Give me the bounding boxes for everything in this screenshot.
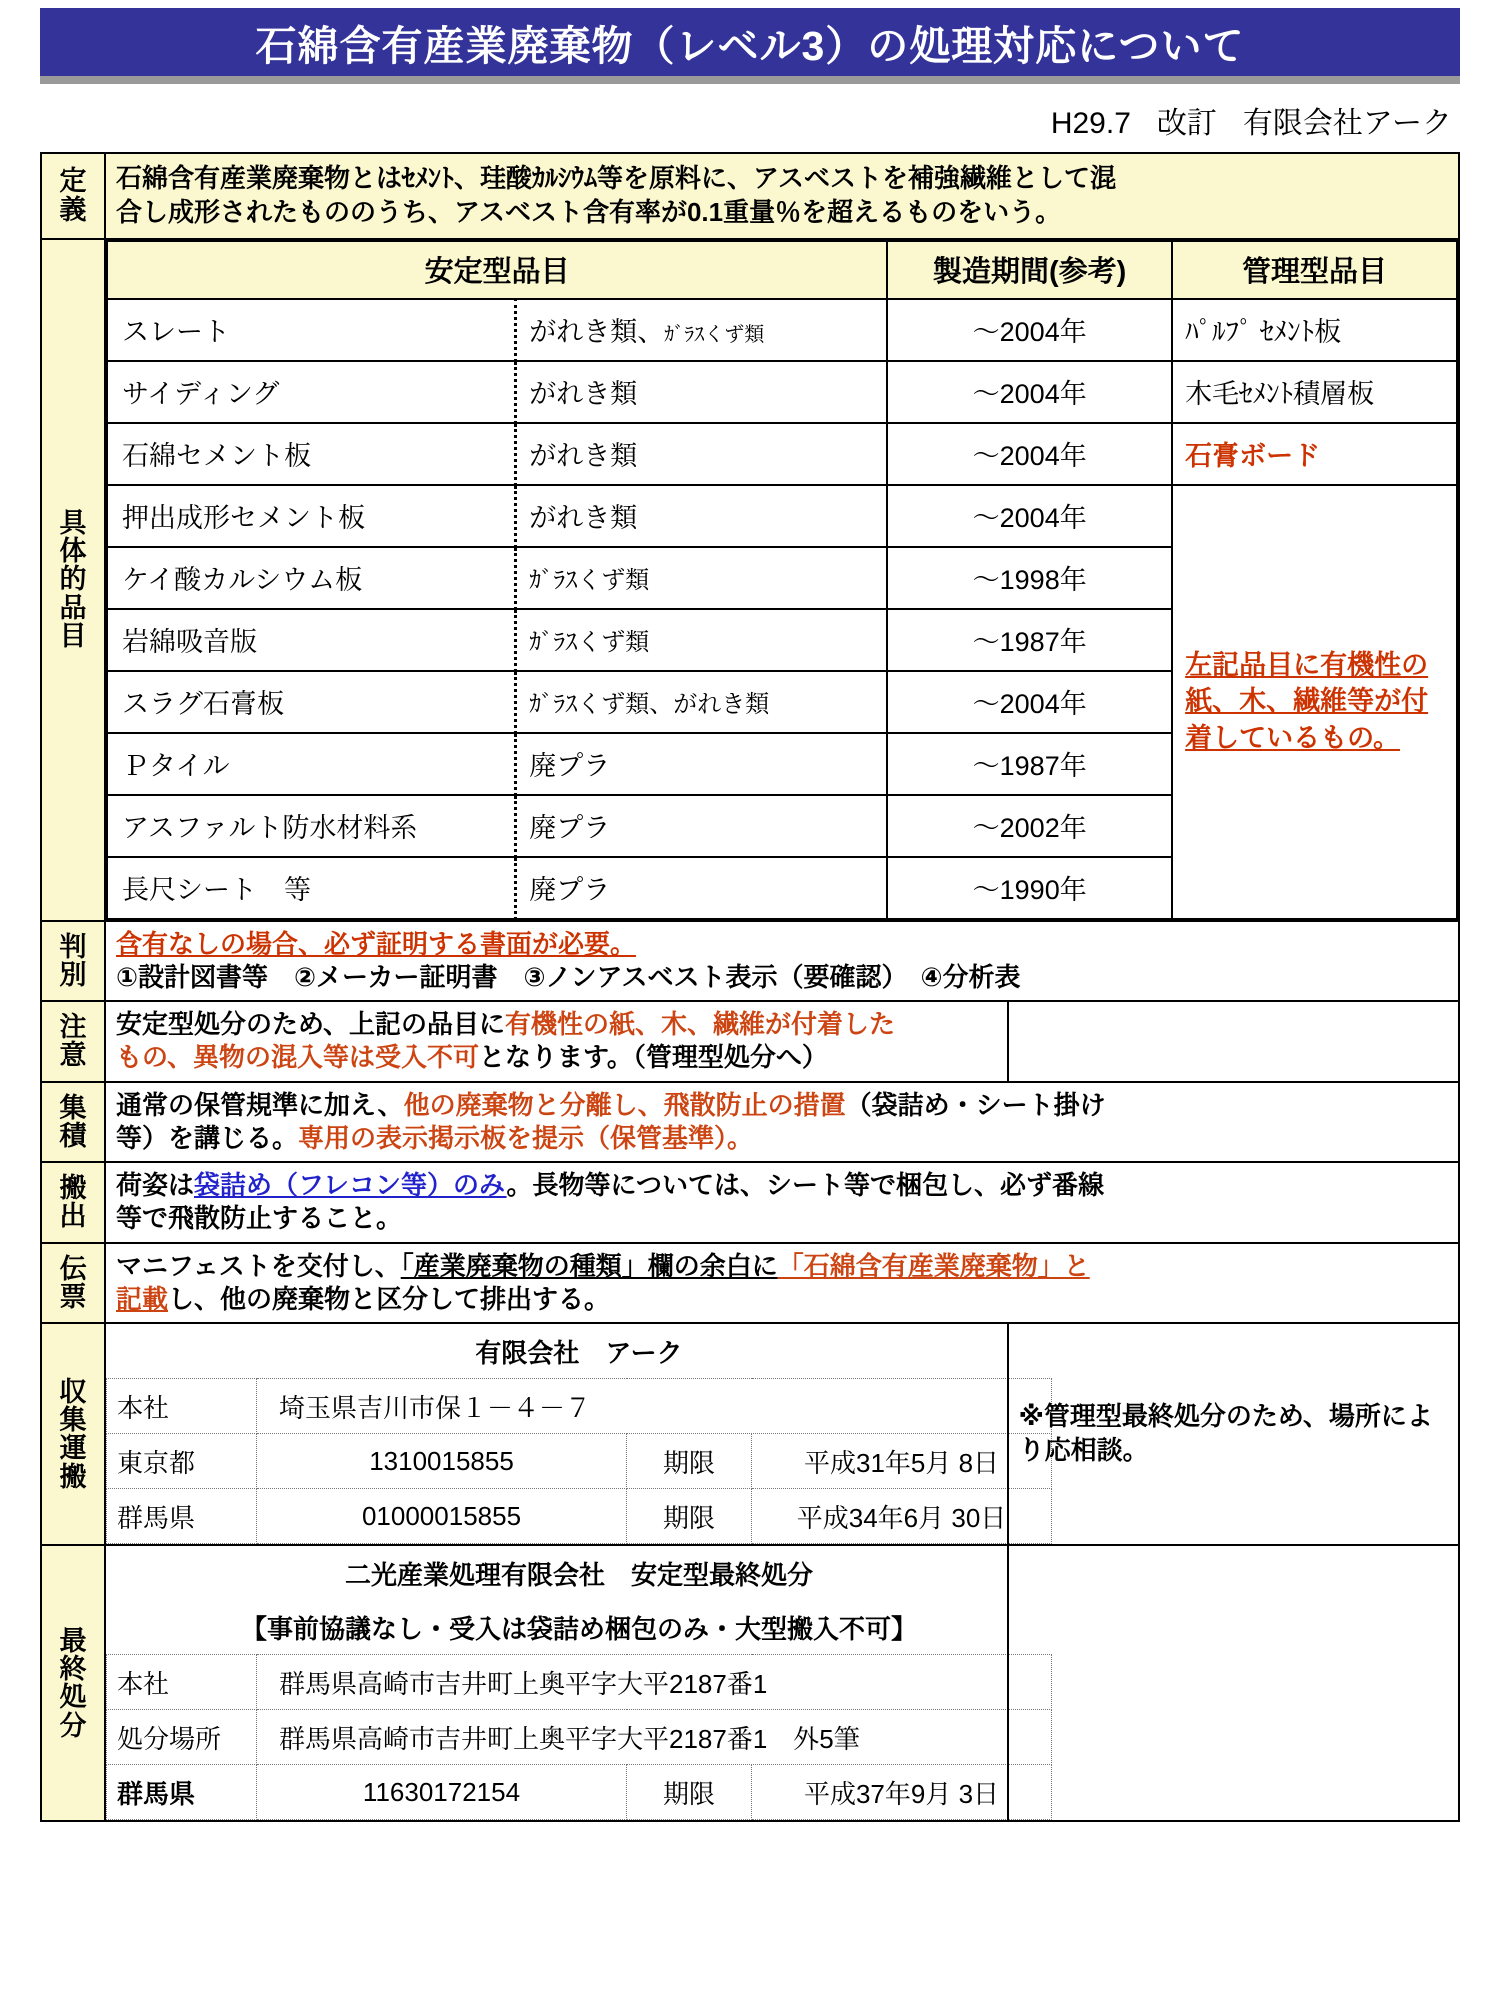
managed-item-2: 石膏ボード bbox=[1172, 423, 1457, 485]
label-char: 運 bbox=[59, 1433, 87, 1464]
table-row bbox=[107, 1546, 1052, 1600]
table-row bbox=[107, 361, 1457, 423]
judgement-line-2: ①設計図書等 ②メーカー証明書 ③ノンアスベスト表示（要確認） ④分析表 bbox=[116, 961, 1021, 992]
stockpile-seg: （袋詰め・シート掛け bbox=[845, 1089, 1106, 1120]
item-kind bbox=[516, 671, 888, 733]
row-judgement bbox=[41, 921, 1459, 1002]
transport-row-label: 群馬県 bbox=[107, 1489, 257, 1544]
label-char: 分 bbox=[59, 1710, 87, 1741]
item-name: 岩綿吸音版 bbox=[107, 609, 516, 671]
label-char: 搬 bbox=[59, 1461, 87, 1492]
disposal-permit-number: 11630172154 bbox=[257, 1765, 627, 1820]
item-period: ～2004年 bbox=[887, 361, 1172, 423]
caution-seg-highlight: もの、異物の混入等は受入不可 bbox=[116, 1042, 479, 1073]
shipout-seg: 。長物等については、シート等で梱包し、必ず番線 bbox=[506, 1170, 1105, 1201]
managed-item-1: 木毛ｾﾒﾝﾄ積層板 bbox=[1172, 361, 1457, 423]
shipout-line-2: 等で飛散防止すること。 bbox=[116, 1203, 403, 1234]
label-definition bbox=[41, 153, 105, 239]
label-char: 出 bbox=[59, 1201, 87, 1232]
disposal-row-value: 群馬県高崎市吉井町上奥平字大平2187番1 外5筆 bbox=[257, 1710, 1052, 1765]
label-char: 票 bbox=[59, 1281, 87, 1312]
label-char: 体 bbox=[59, 536, 87, 567]
item-kind-main: 廃プラ bbox=[529, 813, 611, 844]
page-title: 石綿含有産業廃棄物（レベル3）の処理対応について bbox=[255, 22, 1245, 69]
caution-line-1 bbox=[116, 1008, 997, 1041]
item-name: アスファルト防水材料系 bbox=[107, 795, 516, 857]
transport-row-value: 埼玉県吉川市保１－４－７ bbox=[257, 1379, 1052, 1434]
label-char: 搬 bbox=[59, 1173, 87, 1204]
caution-empty-cell bbox=[1008, 1001, 1459, 1082]
shipout-line-1 bbox=[116, 1169, 1448, 1202]
table-row bbox=[107, 1379, 1052, 1434]
item-name: スレート bbox=[107, 299, 516, 361]
disposal-expiry-date: 平成37年9月 3日 bbox=[752, 1765, 1052, 1820]
item-name: 長尺シート 等 bbox=[107, 857, 516, 919]
stockpile-text bbox=[105, 1082, 1459, 1163]
row-transport bbox=[41, 1323, 1459, 1545]
row-items bbox=[41, 239, 1459, 921]
manifest-line-1 bbox=[116, 1250, 1448, 1283]
revision-company: 有限会社アーク bbox=[1242, 107, 1452, 140]
row-definition bbox=[41, 153, 1459, 239]
item-period: ～2004年 bbox=[887, 423, 1172, 485]
shipout-seg-link: 袋詰め（フレコン等）のみ bbox=[194, 1170, 507, 1201]
item-kind-main: がれき類 bbox=[529, 379, 638, 410]
transport-row-label: 東京都 bbox=[107, 1434, 257, 1489]
manifest-seg-underline: 「産業廃棄物の種類」欄の余白に bbox=[400, 1250, 778, 1281]
disposal-expiry-label: 期限 bbox=[627, 1765, 752, 1820]
manifest-seg: し、他の廃棄物と区分して排出する。 bbox=[168, 1283, 611, 1314]
transport-expiry-label: 期限 bbox=[627, 1489, 752, 1544]
row-stockpile bbox=[41, 1082, 1459, 1163]
label-stockpile bbox=[41, 1082, 105, 1163]
revision-label: 改訂 bbox=[1156, 107, 1217, 140]
label-char: 最 bbox=[59, 1625, 87, 1656]
label-transport bbox=[41, 1323, 105, 1545]
disposal-subtitle: 【事前協議なし・受入は袋詰め梱包のみ・大型搬入不可】 bbox=[241, 1613, 918, 1644]
item-kind-main: 廃プラ bbox=[529, 751, 611, 782]
manifest-line-2 bbox=[116, 1283, 1448, 1316]
manifest-text bbox=[105, 1243, 1459, 1324]
label-char: 具 bbox=[59, 507, 87, 538]
stockpile-seg: 等）を講じる。 bbox=[116, 1122, 299, 1153]
item-name: ケイ酸カルシウム板 bbox=[107, 547, 516, 609]
label-final-disposal bbox=[41, 1545, 105, 1821]
disposal-row-label: 群馬県 bbox=[107, 1765, 257, 1820]
item-kind-sub: ｶﾞﾗｽくず類 bbox=[529, 567, 650, 595]
label-manifest bbox=[41, 1243, 105, 1324]
item-period: ～1987年 bbox=[887, 609, 1172, 671]
header-managed: 管理型品目 bbox=[1172, 241, 1457, 299]
label-char: 判 bbox=[59, 931, 87, 962]
definition-line-1: 石綿含有産業廃棄物とはｾﾒﾝﾄ、珪酸ｶﾙｼｳﾑ等を原料に、アスベストを補強繊維として混 bbox=[116, 163, 1116, 193]
row-shipout bbox=[41, 1162, 1459, 1243]
row-final-disposal bbox=[41, 1545, 1459, 1821]
caution-text bbox=[105, 1001, 1008, 1082]
label-char: 処 bbox=[59, 1682, 87, 1713]
transport-permit-number: 1310015855 bbox=[257, 1434, 627, 1489]
item-period: ～1990年 bbox=[887, 857, 1172, 919]
label-char: 品 bbox=[59, 592, 87, 623]
disposal-company: 二光産業処理有限会社 安定型最終処分 bbox=[345, 1559, 814, 1590]
items-table bbox=[106, 240, 1458, 920]
item-period: ～2002年 bbox=[887, 795, 1172, 857]
table-row bbox=[107, 1434, 1052, 1489]
table-row bbox=[107, 1765, 1052, 1820]
document-page bbox=[0, 8, 1500, 2008]
label-char: 定 bbox=[59, 166, 87, 197]
disposal-row-label: 本社 bbox=[107, 1655, 257, 1710]
item-period: ～2004年 bbox=[887, 485, 1172, 547]
row-manifest bbox=[41, 1243, 1459, 1324]
label-char: 注 bbox=[59, 1012, 87, 1043]
item-kind-main: がれき類 bbox=[529, 503, 638, 534]
transport-row-label: 本社 bbox=[107, 1379, 257, 1434]
item-name: スラグ石膏板 bbox=[107, 671, 516, 733]
transport-permit-number: 01000015855 bbox=[257, 1489, 627, 1544]
definition-line-2: 合し成形されたもののうち、アスベスト含有率が0.1重量％を超えるものをいう。 bbox=[116, 196, 1062, 227]
shipout-text bbox=[105, 1162, 1459, 1243]
table-row bbox=[107, 299, 1457, 361]
judgement-line-1: 含有なしの場合、必ず証明する書面が必要。 bbox=[116, 928, 637, 959]
main-document-table bbox=[40, 152, 1460, 1822]
table-row bbox=[107, 423, 1457, 485]
item-kind-main: 廃プラ bbox=[529, 875, 611, 906]
transport-company: 有限会社 アーク bbox=[475, 1337, 683, 1368]
item-name: 石綿セメント板 bbox=[107, 423, 516, 485]
table-row bbox=[107, 1489, 1052, 1544]
transport-details bbox=[105, 1323, 1008, 1545]
item-period: ～1987年 bbox=[887, 733, 1172, 795]
manifest-seg-highlight: 「石綿含有産業廃棄物」と bbox=[777, 1250, 1090, 1281]
revision-date: H29.7 bbox=[1050, 107, 1131, 140]
managed-item-0: ﾊﾟﾙﾌﾟ ｾﾒﾝﾄ板 bbox=[1172, 299, 1457, 361]
label-char: 積 bbox=[59, 1120, 87, 1151]
item-kind bbox=[516, 857, 888, 919]
transport-table bbox=[106, 1324, 1052, 1544]
table-row bbox=[107, 1600, 1052, 1655]
label-shipout bbox=[41, 1162, 105, 1243]
item-name: サイディング bbox=[107, 361, 516, 423]
table-row bbox=[107, 1324, 1052, 1379]
label-char: 集 bbox=[59, 1092, 87, 1123]
label-char: 的 bbox=[59, 564, 87, 595]
item-kind bbox=[516, 795, 888, 857]
disposal-row-label: 処分場所 bbox=[107, 1710, 257, 1765]
transport-expiry-date: 平成31年5月 8日 bbox=[752, 1434, 1052, 1489]
title-banner bbox=[40, 8, 1460, 76]
item-period: ～1998年 bbox=[887, 547, 1172, 609]
item-name: 押出成形セメント板 bbox=[107, 485, 516, 547]
shipout-seg: 荷姿は bbox=[116, 1170, 195, 1201]
item-kind-main: がれき類 bbox=[529, 441, 638, 472]
label-char: 収 bbox=[59, 1376, 87, 1407]
caution-line-2 bbox=[116, 1041, 997, 1074]
label-char: 目 bbox=[59, 621, 87, 652]
label-char: 集 bbox=[59, 1404, 87, 1435]
transport-side-note: ※管理型最終処分のため、場所により応相談。 bbox=[1008, 1323, 1459, 1545]
item-period: ～2004年 bbox=[887, 671, 1172, 733]
manifest-seg: マニフェストを交付し、 bbox=[116, 1250, 401, 1281]
final-disposal-table bbox=[106, 1546, 1052, 1820]
caution-seg: 安定型処分のため、上記の品目に bbox=[116, 1009, 505, 1040]
header-stable: 安定型品目 bbox=[107, 241, 887, 299]
revision-line bbox=[40, 98, 1460, 142]
label-caution bbox=[41, 1001, 105, 1082]
items-table-wrapper bbox=[105, 239, 1459, 921]
item-kind bbox=[516, 299, 888, 361]
item-kind-sub: ｶﾞﾗｽくず類 bbox=[529, 629, 650, 657]
final-disposal-details bbox=[105, 1545, 1008, 1821]
table-row bbox=[107, 1710, 1052, 1765]
item-period: ～2004年 bbox=[887, 299, 1172, 361]
label-char: 終 bbox=[59, 1653, 87, 1684]
label-char: 別 bbox=[59, 959, 87, 990]
item-kind bbox=[516, 547, 888, 609]
item-kind bbox=[516, 609, 888, 671]
item-name: Ｐタイル bbox=[107, 733, 516, 795]
final-disposal-empty-cell bbox=[1008, 1545, 1459, 1821]
label-char: 意 bbox=[59, 1040, 87, 1071]
item-kind-sub: ｶﾞﾗｽくず類 bbox=[664, 324, 765, 347]
transport-expiry-date: 平成34年6月 30日 bbox=[752, 1489, 1052, 1544]
stockpile-line-1 bbox=[116, 1089, 1448, 1122]
header-period: 製造期間(参考) bbox=[887, 241, 1172, 299]
row-caution bbox=[41, 1001, 1459, 1082]
definition-text bbox=[105, 153, 1459, 239]
caution-seg: となります。（管理型処分へ） bbox=[478, 1042, 828, 1073]
items-header-row bbox=[107, 241, 1457, 299]
item-kind bbox=[516, 733, 888, 795]
table-row bbox=[107, 1655, 1052, 1710]
label-char: 伝 bbox=[59, 1253, 87, 1284]
manifest-seg-highlight: 記載 bbox=[116, 1283, 169, 1314]
stockpile-seg-highlight: 他の廃棄物と分離し、飛散防止の措置 bbox=[403, 1089, 846, 1120]
disposal-row-value: 群馬県高崎市吉井町上奥平字大平2187番1 bbox=[257, 1655, 1052, 1710]
managed-note: 左記品目に有機性の紙、木、繊維等が付着しているもの。 bbox=[1172, 485, 1457, 919]
judgement-text bbox=[105, 921, 1459, 1002]
transport-expiry-label: 期限 bbox=[627, 1434, 752, 1489]
stockpile-seg-highlight: 専用の表示掲示板を提示（保管基準）。 bbox=[298, 1122, 754, 1153]
item-kind bbox=[516, 423, 888, 485]
item-kind-sub: ｶﾞﾗｽくず類、がれき類 bbox=[529, 691, 770, 719]
item-kind-main: がれき類、 bbox=[529, 317, 665, 348]
stockpile-line-2 bbox=[116, 1122, 1448, 1155]
item-kind bbox=[516, 361, 888, 423]
table-row bbox=[107, 485, 1457, 547]
label-items bbox=[41, 239, 105, 921]
item-kind bbox=[516, 485, 888, 547]
label-char: 義 bbox=[59, 194, 87, 225]
stockpile-seg: 通常の保管規準に加え、 bbox=[116, 1089, 404, 1120]
label-judgement bbox=[41, 921, 105, 1002]
caution-seg-highlight: 有機性の紙、木、繊維が付着した bbox=[504, 1009, 895, 1040]
